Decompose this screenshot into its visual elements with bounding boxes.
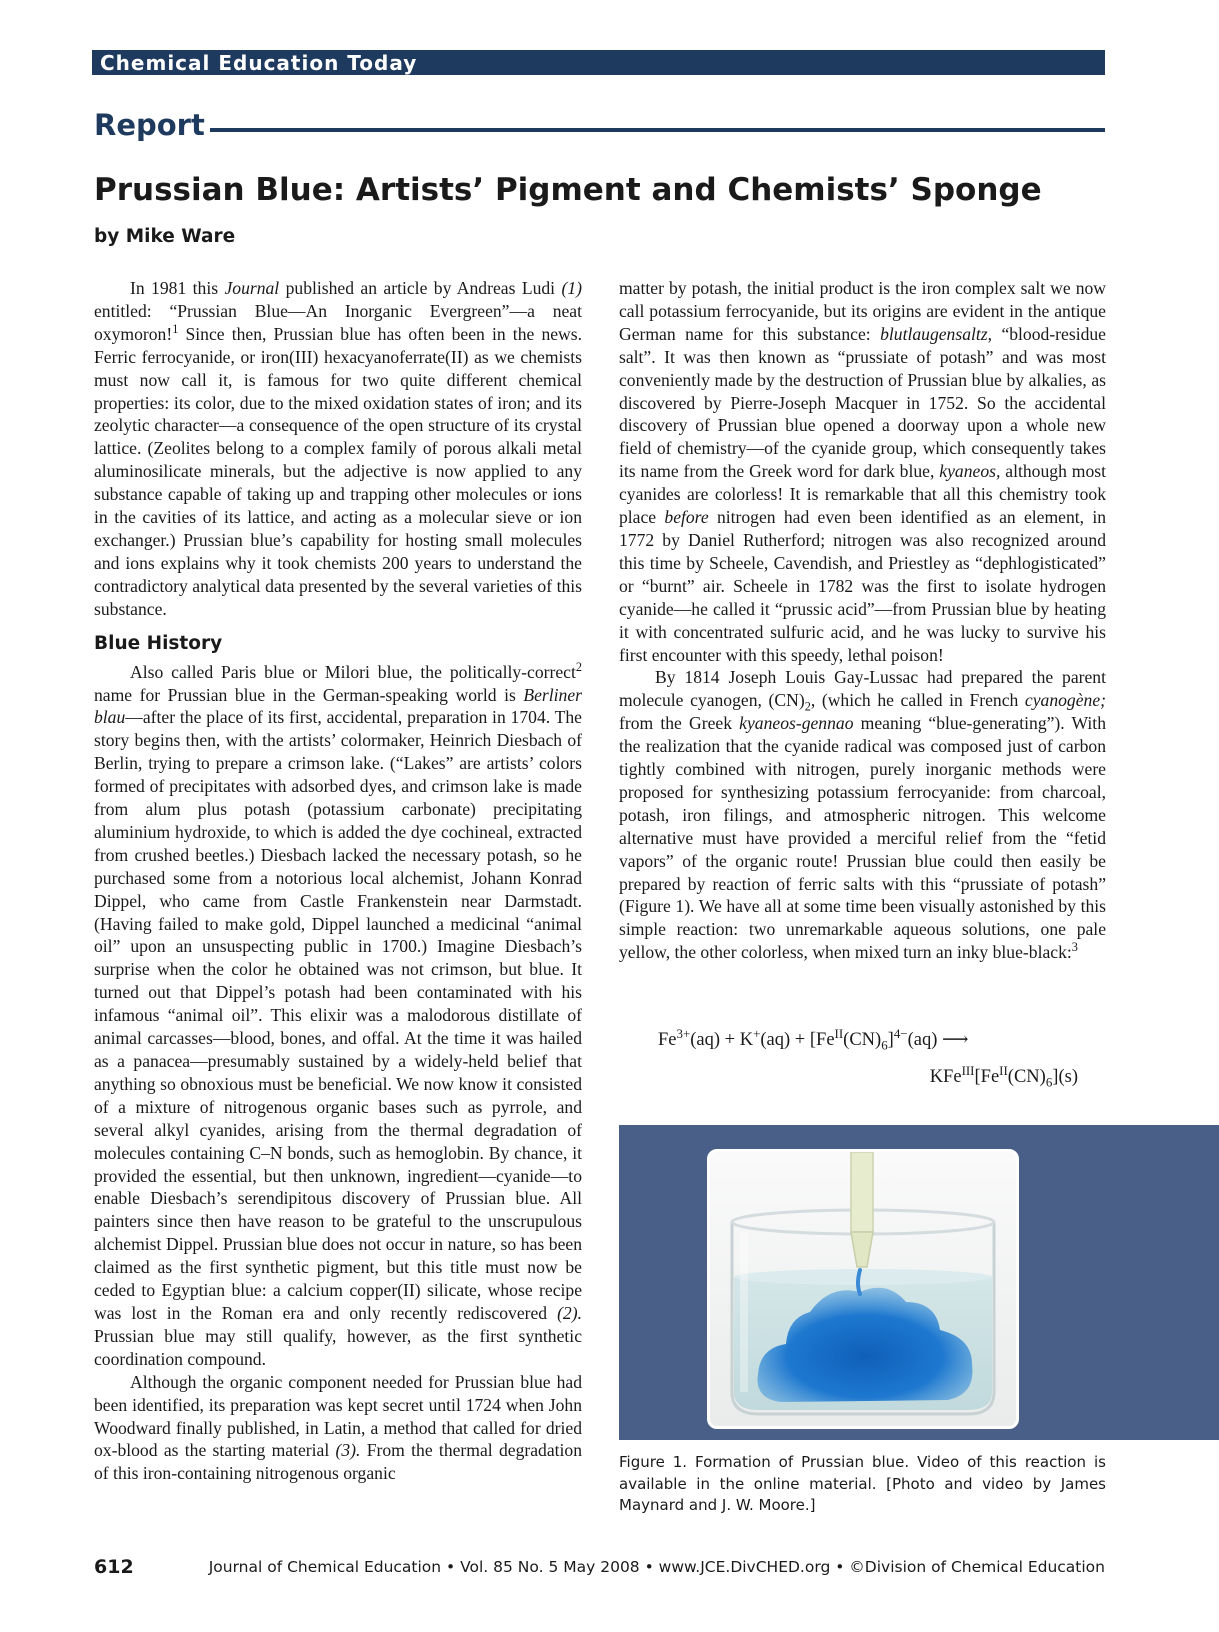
paragraph-gay-lussac — [619, 666, 1106, 964]
section-heading-blue-history: Blue History — [94, 632, 223, 654]
right-column — [619, 277, 1106, 964]
berliner-blau-italic: Berliner blau — [94, 684, 582, 728]
page-footer — [94, 1556, 1105, 1580]
equation-line-1 — [658, 1025, 969, 1053]
glass-highlight — [740, 1232, 748, 1392]
eq-subscript: 6 — [881, 1037, 888, 1053]
reference-2: (2). — [557, 1302, 582, 1323]
text-run: In 1981 this — [130, 278, 225, 298]
paragraph-blue-history — [94, 661, 582, 1371]
text-run: From the thermal degradation of this iron-containing nitrogenous organic — [94, 1440, 583, 1484]
eq-oxidation-state: II — [834, 1025, 844, 1041]
article-byline: by Mike Ware — [94, 226, 236, 247]
eq-bracket: ] — [887, 1030, 894, 1050]
header-band — [92, 50, 1105, 75]
text-run: , “blood-residue salt”. It was then known as “prussiate of potash” and was most conveniently made by the destruction of Prussian blue by alkalies, as discovered by Pierre-Joseph Macquer in 1752. So the accidental discovery of Prussian blue opened a doorway upon a whole new field of chemistry—of the cyanide group, which consequently takes its name from the Greek word for dark blue, — [619, 323, 1106, 482]
before-italic: before — [664, 507, 709, 528]
text-run: Also called Paris blue or Milori blue, the politically-correct — [130, 661, 576, 682]
blutlaugensaltz-italic: blutlaugensaltz — [880, 323, 988, 344]
footnote-2: 2 — [575, 659, 582, 674]
paragraph-intro — [94, 277, 582, 621]
text-run: meaning “blue-generating”). With the realization that the cyanide radical was composed just of carbon tightly combined with nitrogen, purely inorganic methods were proposed for synthesizing potassium ferrocyanide: from charcoal, potash, iron filings, and atmospheric nitrogen. This welcome alternative must have provided a merciful relief from the “fetid vapors” of the organic route! Prussian blue could then easily be prepared by reaction of ferric salts with this “prussiate of potash” (Figure 1). We have all at some time been visually astonished by this simple reaction: two unremarkable aqueous solutions, one pale yellow, the other colorless, when mixed turn an inky blue-black: — [619, 713, 1106, 963]
page-number: 612 — [94, 1556, 134, 1578]
eq-arrow: (aq) ⟶ — [907, 1030, 969, 1050]
liquid-surface — [734, 1269, 992, 1285]
paragraph-potash — [619, 277, 1106, 666]
article-title: Prussian Blue: Artists’ Pigment and Chemists’ Sponge — [94, 172, 1042, 208]
eq-text: (CN) — [843, 1030, 882, 1050]
kyaneos-italic: kyaneos, — [939, 461, 1001, 482]
reference-3: (3). — [335, 1440, 361, 1461]
dropper-tube — [851, 1152, 873, 1232]
header-band-label: Chemical Education Today — [100, 51, 418, 75]
eq-charge: 3+ — [676, 1025, 691, 1041]
journal-citation: Journal of Chemical Education • Vol. 85 No. 5 May 2008 • www.JCE.DivCHED.org • ©Division of Chemical Education — [208, 1558, 1105, 1576]
text-run: Prussian blue may still qualify, however, as the first synthetic coordination compound. — [94, 1325, 582, 1369]
figure-panel — [619, 1125, 1219, 1440]
beaker-illustration — [710, 1152, 1016, 1426]
eq-subscript: 6 — [1045, 1074, 1053, 1090]
footnote-3: 3 — [1071, 940, 1078, 955]
text-run: matter by potash, the initial product is the iron complex salt we now call potassium ferrocyanide, but its origins are evident in the antique German name for this substance: — [619, 278, 1106, 344]
text-run: name for Prussian blue in the German-speaking world is — [94, 684, 524, 705]
eq-text: (aq) + K — [690, 1030, 754, 1050]
text-run: entitled: “Prussian Blue—An Inorganic Evergreen”—a neat oxymoron! — [94, 300, 582, 344]
eq-text: Fe — [658, 1030, 677, 1050]
section-rule — [210, 128, 1105, 132]
text-run: —after the place of its first, accidental, preparation in 1704. The story begins then, with the artists’ colormaker, Heinrich Diesbach of Berlin, trying to prepare a crimson lake. (“Lakes” are artists’ colors formed of precipitates with adsorbed dyes, and crimson lake is made from alum plus potash (potassium carbonate) precipitating aluminium hydroxide, to which is added the dye cochineal, extracted from crushed beetles.) Diesbach lacked the necessary potash, so he purchased some from a notorious local alchemist, Johann Konrad Dippel, who came from Castle Frankenstein near Darmstadt. (Having failed to make gold, Dippel launched a medicinal “animal oil” upon an unsuspecting public in 1700.) Imagine Diesbach’s surprise when the color he obtained was not crimson, but blue. It turned out that Dippel’s potash had been contaminated with his infamous “animal oil”. This elixir was a malodorous distillate of animal carcasses—blood, bones, and offal. At the time it was hailed as a panacea—presumably sustained by a widely-held belief that anything so obnoxious must be beneficial. We now know it consisted of a mixture of nitrogenous organic bases such as pyrrole, and several alkyl cyanides, arising from the thermal degradation of molecules containing C–N bonds, such as hemoglobin. By chance, it provided the essential, but then unknown, ingredient—cyanide—to enable Diesbach’s serendipitous discovery of Prussian blue. All painters since then have reason to be grateful to the unscrupulous alchemist Dippel. Prussian blue does not occur in nature, so has been claimed as the first synthetic pigment, but this title must now be ceded to Egyptian blue: a calcium copper(II) silicate, whose recipe was lost in the Roman era and only recently rediscovered — [94, 707, 582, 1323]
chemical-equation — [658, 1025, 1078, 1104]
eq-charge: 4− — [893, 1025, 908, 1041]
text-run: published an article by Andreas Ludi — [279, 278, 562, 298]
eq-text: (aq) + — [760, 1030, 810, 1050]
eq-bracket: ] — [1052, 1067, 1059, 1087]
eq-text: (CN) — [1007, 1067, 1046, 1087]
footnote-1: 1 — [172, 321, 179, 336]
paragraph-woodward — [94, 1371, 582, 1486]
left-column — [94, 277, 582, 1485]
reference-1: (1) — [561, 278, 582, 298]
cyanogene-italic: cyanogène; — [1024, 690, 1107, 711]
text-run: Since then, Prussian blue has often been in the news. Ferric ferrocyanide, or iron(III) hexacyanoferrate(II) as we chemists must now call it, is famous for two quite different chemical properties: its color, due to the mixed oxidation states of iron; and its zeolytic character—a consequence of the open structure of its crystal lattice. (Zeolites belong to a complex family of porous alkali metal aluminosilicate minerals, but the adjective is now applied to any substance capable of taking up and trapping other molecules or ions in the cavities of its lattice, and acting as a molecular sieve or ion exchanger.) Prussian blue’s capability for hosting small molecules and ions explains why it took chemists 200 years to understand the contradictory analytical data presented by the several varieties of this substance. — [94, 323, 582, 619]
text-run: from the Greek — [619, 713, 740, 734]
blue-stream — [858, 1270, 860, 1294]
subscript-2: 2 — [804, 699, 811, 714]
eq-oxidation-state: II — [999, 1062, 1008, 1078]
text-run: although most cyanides are colorless! It is remarkable that all this chemistry took place — [619, 461, 1106, 528]
eq-text: KFe — [929, 1067, 962, 1087]
text-run: Although the organic component needed for Prussian blue had been identified, its preparation was kept secret until 1724 when John Woodward finally published, in Latin, a method that called for dried ox-blood as the starting material — [94, 1371, 582, 1461]
section-label-row — [94, 108, 1105, 148]
text-run: , (which he called in French — [810, 690, 1025, 711]
eq-text: (s) — [1058, 1067, 1078, 1087]
figure-photo — [707, 1149, 1019, 1429]
eq-charge: + — [753, 1025, 761, 1041]
eq-text: Fe — [816, 1030, 835, 1050]
section-label: Report — [94, 108, 205, 142]
text-run: By 1814 Joseph Louis Gay-Lussac had prepared the parent molecule cyanogen, (CN) — [619, 667, 1106, 711]
eq-bracket: [ — [809, 1030, 817, 1050]
eq-text: Fe — [980, 1067, 1000, 1087]
eq-bracket: [ — [974, 1067, 981, 1087]
journal-italic: Journal — [224, 278, 280, 298]
figure-caption: Figure 1. Formation of Prussian blue. Video of this reaction is available in the online material. [Photo and video by James Maynard and J. W. Moore.] — [619, 1453, 1106, 1514]
eq-oxidation-state: III — [961, 1062, 975, 1078]
text-run: nitrogen had even been identified as an element, in 1772 by Daniel Rutherford; nitrogen was also recognized around this time by Scheele, Cavendish, and Priestley as “dephlogisticated” or “burnt” air. Scheele in 1782 was the first to isolate hydrogen cyanide—he called it “prussic acid”—from Prussian blue by heating it with concentrated sulfuric acid, and he was lucky to survive his first encounter with this speedy, lethal poison! — [619, 507, 1106, 665]
equation-line-2 — [929, 1062, 1078, 1090]
kyaneos-gennao-italic: kyaneos-gennao — [739, 713, 854, 734]
